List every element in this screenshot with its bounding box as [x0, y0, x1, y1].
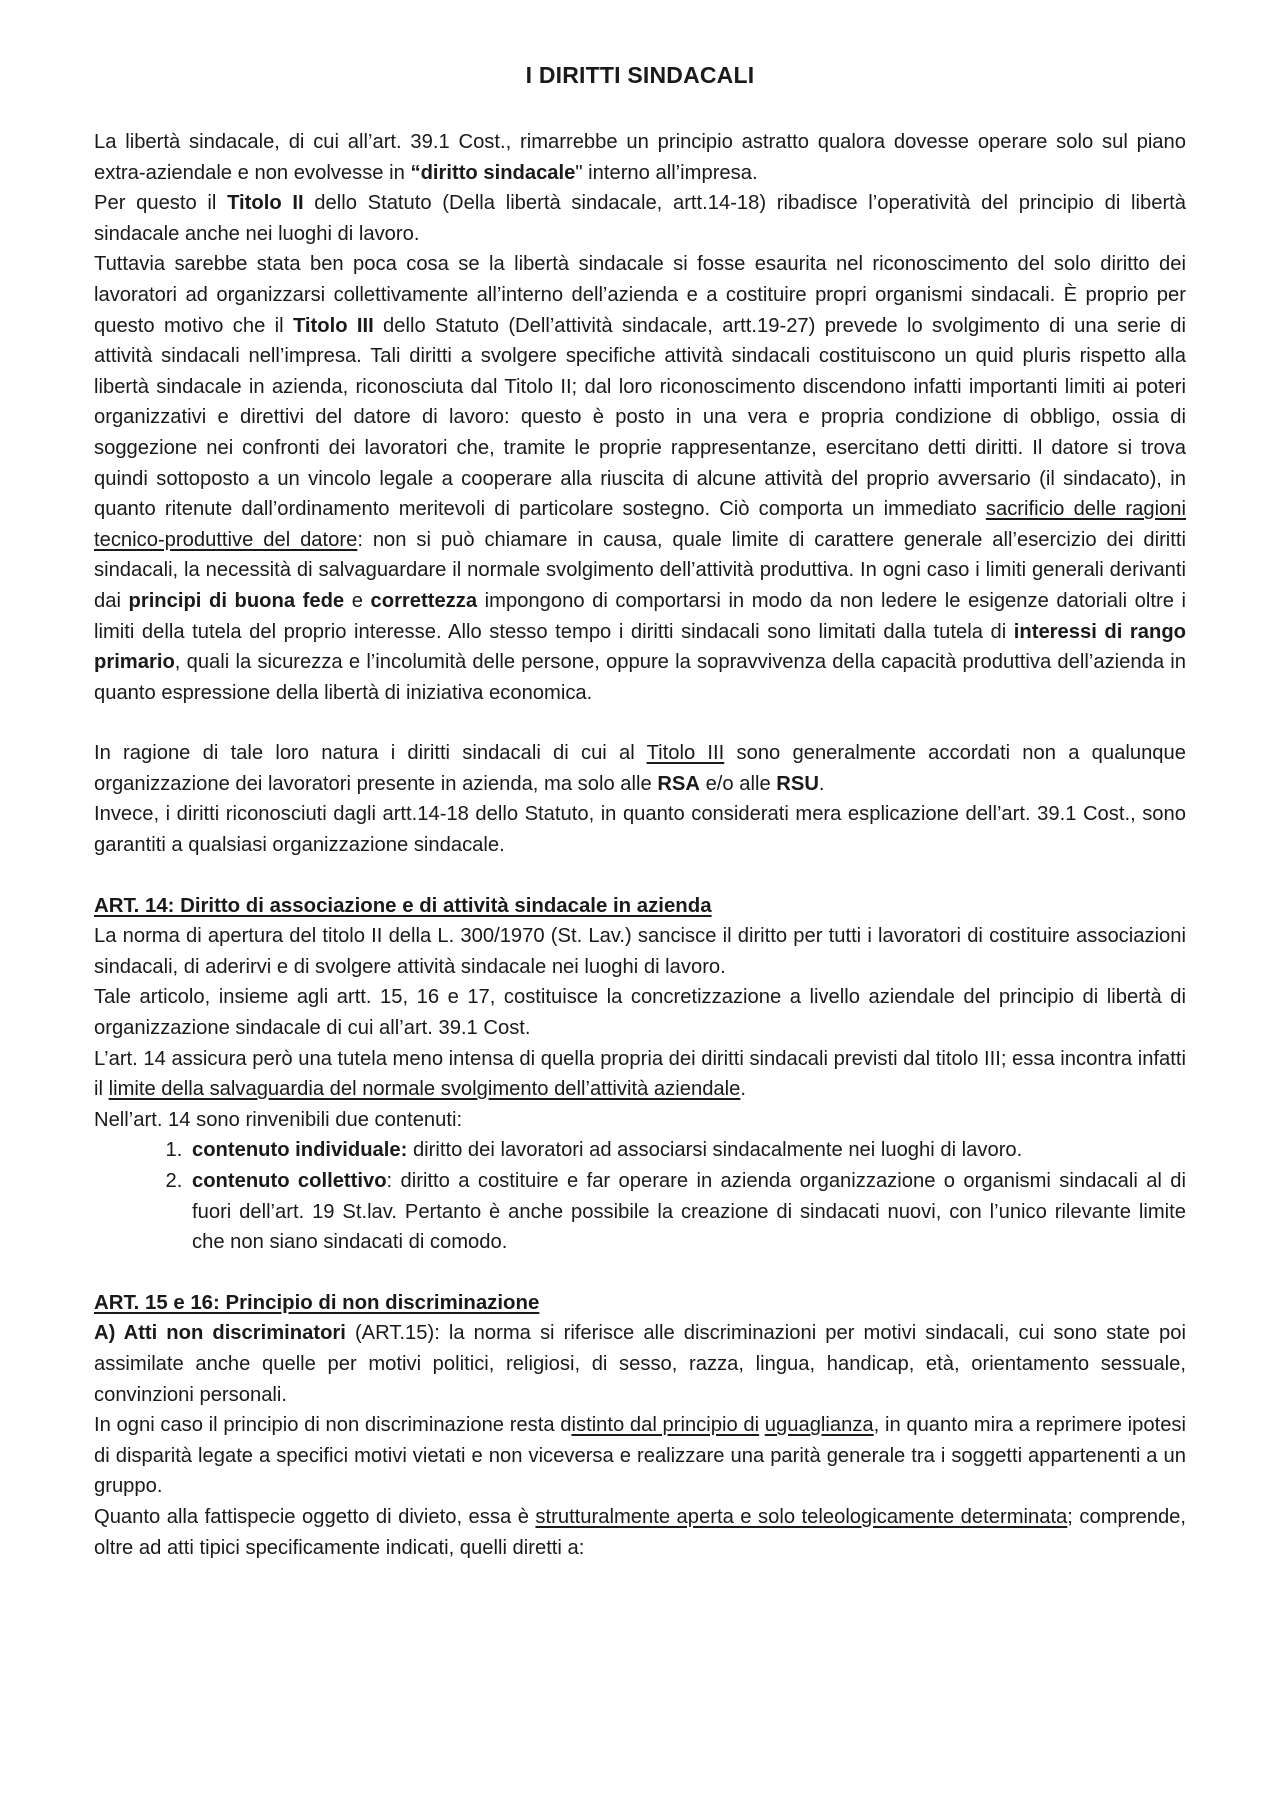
section-spacer [94, 1258, 1186, 1288]
paragraph-spacer [94, 708, 1186, 738]
bold-term: principi di buona fede [128, 589, 345, 612]
bold-term: RSU [776, 772, 819, 795]
document-title: I DIRITTI SINDACALI [525, 62, 755, 88]
art15-paragraph-2: In ogni caso il principio di non discriminazione resta distinto dal principio di uguaglianza, in quanto mira a reprimere ipotesi di disparità legate a specifici motivi vietati e non viceversa e realizzare una parità generale tra i soggetti appartenenti a un gruppo. [94, 1414, 1186, 1498]
bold-term: A) Atti non discriminatori [94, 1322, 346, 1345]
art14-contents-list [94, 1135, 1186, 1257]
list-item [188, 1135, 1186, 1166]
bold-term: Titolo III [292, 314, 374, 337]
underlined-phrase: sacrificio delle ragioni tecnico-produttive del datore [94, 498, 1186, 551]
underlined-phrase: uguaglianza [764, 1414, 874, 1437]
section-heading-art15: ART. 15 e 16: Principio di non discriminazione [94, 1291, 540, 1314]
underlined-phrase: Titolo III [646, 742, 725, 765]
intro-paragraph-5: Invece, i diritti riconosciuti dagli artt.14-18 dello Statuto, in quanto considerati mera esplicazione dell’art. 39.1 Cost., sono garantiti a qualsiasi organizzazione sindacale. [94, 803, 1186, 857]
bold-term: Titolo II [227, 192, 304, 215]
list-item-text: diritto dei lavoratori ad associarsi sindacalmente nei luoghi di lavoro. [407, 1139, 1023, 1162]
list-item-term: contenuto individuale: [192, 1139, 408, 1162]
section-spacer [94, 861, 1186, 891]
intro-paragraph-2: Per questo il Titolo II dello Statuto (Della libertà sindacale, artt.14-18) ribadisce l’operatività del principio di libertà sindacale anche nei luoghi di lavoro. [94, 192, 1186, 245]
bold-term: RSA [657, 772, 700, 795]
list-item [188, 1166, 1186, 1258]
bold-term: “diritto sindacale [410, 161, 576, 184]
underlined-phrase: limite della salvaguardia del normale svolgimento dell’attività aziendale [108, 1078, 741, 1101]
intro-paragraph-1: La libertà sindacale, di cui all’art. 39.1 Cost., rimarrebbe un principio astratto qualora dovesse operare solo sul piano extra-aziendale e non evolvesse in “diritto sindacale" interno all’impresa. [94, 131, 1186, 184]
underlined-phrase: strutturalmente aperta e solo teleologicamente determinata [535, 1505, 1068, 1528]
art14-paragraph-3: L’art. 14 assicura però una tutela meno intensa di quella propria dei diritti sindacali previsti dal titolo III; essa incontra infatti il limite della salvaguardia del normale svolgimento dell’attività aziendale. [94, 1047, 1186, 1101]
intro-paragraph-3: Tuttavia sarebbe stata ben poca cosa se la libertà sindacale si fosse esaurita nel riconoscimento del solo diritto dei lavoratori ad organizzarsi collettivamente all’interno dell’azienda e a costituire propri organismi sindacali. È proprio per questo motivo che il Titolo III dello Statuto (Dell’attività sindacale, artt.19-27) prevede lo svolgimento di una serie di attività sindacali nell’impresa. Tali diritti a svolgere specifiche attività sindacali costituiscono un quid pluris rispetto alla libertà sindacale in azienda, riconosciuta dal Titolo II; dal loro riconoscimento discendono infatti importanti limiti ai poteri organizzativi e direttivi del datore di lavoro: questo è posto in una vera e propria condizione di obbligo, ossia di soggezione nei confronti dei lavoratori che, tramite le proprie rappresentanze, esercitano detti diritti. Il datore si trova quindi sottoposto a un vincolo legale a cooperare alla riuscita di alcune attività del proprio avversario (il sindacato), in quanto ritenute dall’ordinamento meritevoli di particolare sostegno. Ciò comporta un immediato sacrificio delle ragioni tecnico-produttive del datore: non si può chiamare in causa, quale limite di carattere generale all’esercizio dei diritti sindacali, la necessità di salvaguardare il normale svolgimento dell’attività produttiva. In ogni caso i limiti generali derivanti dai principi di buona fede e correttezza impongono di comportarsi in modo da non ledere le esigenze datoriali oltre i limiti della tutela del proprio interesse. Allo stesso tempo i diritti sindacali sono limitati dalla tutela di interessi di rango primario, quali la sicurezza e l’incolumità delle persone, oppure la sopravvivenza della capacità produttiva dell’azienda in quanto espressione della libertà di iniziativa economica. [94, 253, 1186, 704]
art15-paragraph-3: Quanto alla fattispecie oggetto di divieto, essa è strutturalmente aperta e solo teleologicamente determinata; comprende, oltre ad atti tipici specificamente indicati, quelli diretti a: [94, 1505, 1187, 1559]
bold-term: interessi di rango primario [94, 620, 1186, 674]
art14-paragraph-1: La norma di apertura del titolo II della L. 300/1970 (St. Lav.) sancisce il diritto per tutti i lavoratori di costituire associazioni sindacali, di aderirvi e di svolgere attività sindacale nei luoghi di lavoro. [94, 925, 1186, 978]
art14-paragraph-4: Nell’art. 14 sono rinvenibili due contenuti: [94, 1108, 463, 1131]
list-item-text: : diritto a costituire e far operare in azienda organizzazione o organismi sindacali al di fuori dell’art. 19 St.lav. Pertanto è anche possibile la creazione di sindacati nuovi, con l’unico rilevante limite che non siano sindacati di comodo. [192, 1170, 1186, 1254]
art14-paragraph-2: Tale articolo, insieme agli artt. 15, 16 e 17, costituisce la concretizzazione a livello aziendale del principio di libertà di organizzazione sindacale di cui all’art. 39.1 Cost. [94, 986, 1186, 1040]
underlined-phrase: istinto dal principio di [571, 1414, 760, 1437]
art15-paragraph-1: A) Atti non discriminatori (ART.15): la norma si riferisce alle discriminazioni per motivi sindacali, cui sono state poi assimilate anche quelle per motivi politici, religiosi, di sesso, razza, lingua, handicap, età, orientamento sessuale, convinzioni personali. [94, 1322, 1186, 1406]
list-item-term: contenuto collettivo [192, 1170, 387, 1192]
section-heading-art14: ART. 14: Diritto di associazione e di attività sindacale in azienda [94, 894, 712, 917]
intro-paragraph-4: In ragione di tale loro natura i diritti sindacali di cui al Titolo III sono generalmente accordati non a qualunque organizzazione dei lavoratori presente in azienda, ma solo alle RSA e/o alle RSU. [94, 742, 1186, 795]
bold-term: correttezza [370, 589, 478, 612]
